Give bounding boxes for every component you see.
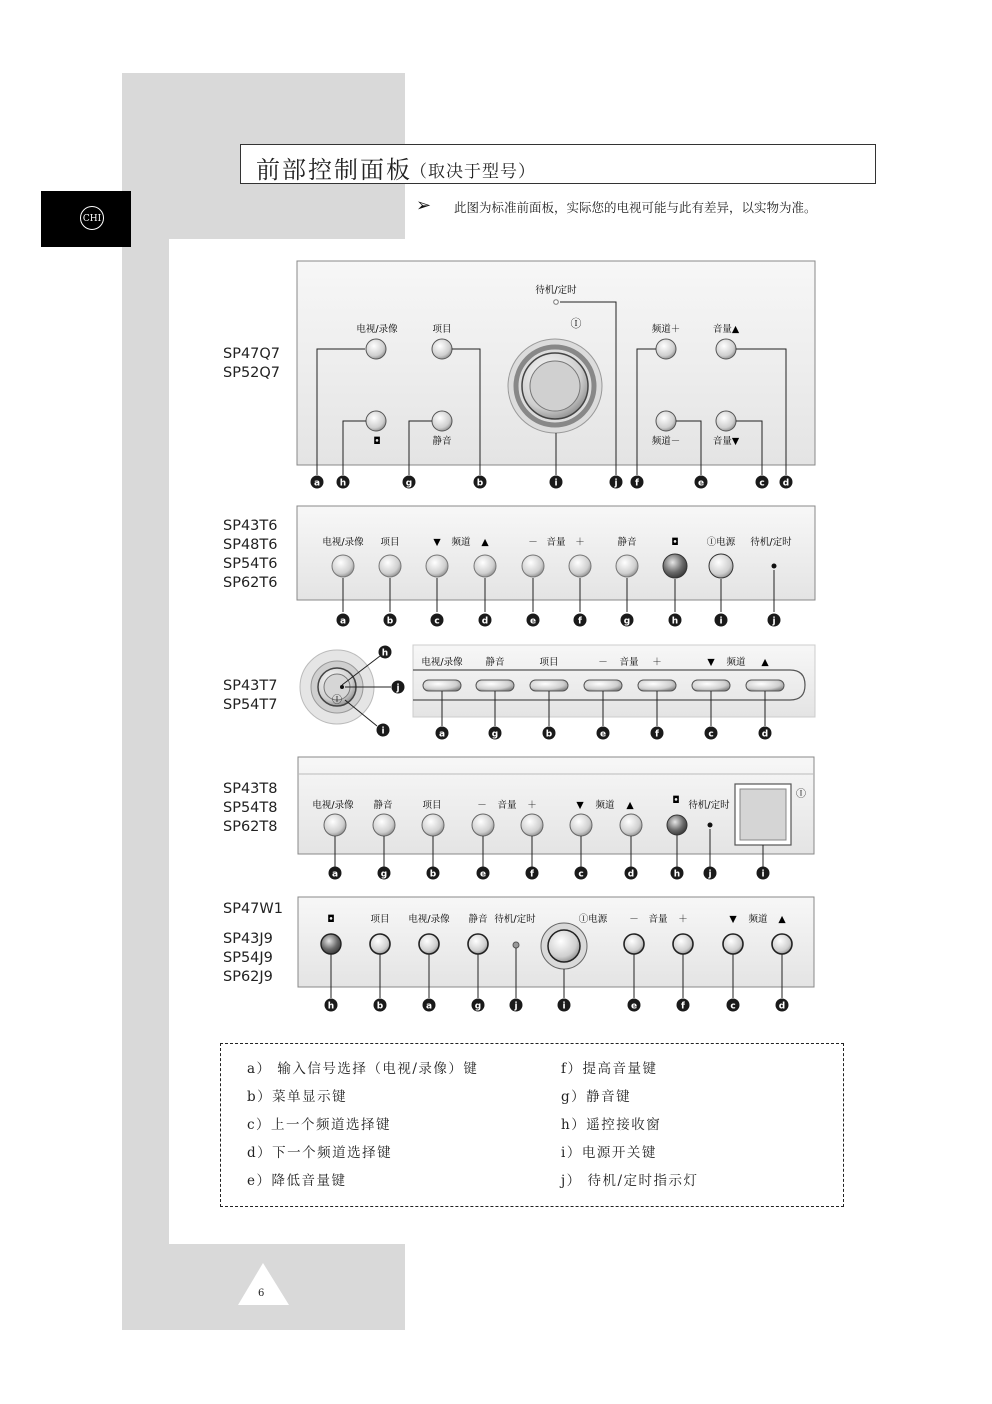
- volume-up-button[interactable]: [638, 680, 676, 691]
- volume-up-button[interactable]: [521, 814, 543, 836]
- callout-badge-g: [403, 476, 416, 489]
- callout-badge-d: [776, 999, 789, 1012]
- callout-badge-letter: j: [396, 683, 400, 694]
- mute-button[interactable]: [432, 411, 452, 431]
- volume-down-button[interactable]: [584, 680, 622, 691]
- callout-badge-letter: c: [730, 1001, 736, 1012]
- standby-led-icon: [772, 564, 777, 569]
- model-name: SP48T6: [223, 537, 278, 553]
- remote-sensor-window: [667, 815, 687, 835]
- tv-video-button[interactable]: [332, 555, 354, 577]
- channel-down-button[interactable]: [656, 411, 676, 431]
- power-button-face: [530, 361, 580, 411]
- channel-down-button[interactable]: [426, 555, 448, 577]
- callout-badge-letter: b: [386, 616, 394, 627]
- tv-video-label: 电视/录像: [421, 657, 463, 668]
- channel-down-arrow-icon: ▼: [707, 657, 715, 668]
- power-button-face: [740, 789, 786, 840]
- model-name: SP52Q7: [223, 365, 281, 381]
- callout-badge-i: [558, 999, 571, 1012]
- remote-sensor-label: ◘: [672, 795, 680, 806]
- model-name: SP62T8: [223, 819, 278, 835]
- volume-up-button[interactable]: [569, 555, 591, 577]
- callout-badge-letter: e: [479, 869, 487, 880]
- callout-badge-letter: g: [623, 616, 631, 627]
- channel-down-arrow-icon: ▼: [729, 914, 737, 925]
- tv-video-label: 电视/录像: [356, 324, 398, 335]
- callout-badge-letter: f: [635, 478, 639, 489]
- callout-badge-f: [574, 614, 587, 627]
- callout-badge-h: [325, 999, 338, 1012]
- note-text: 此图为标准前面板，实际您的电视可能与此有差异，以实物为准。: [454, 200, 817, 215]
- power-button[interactable]: [548, 930, 580, 962]
- callout-badge-letter: d: [761, 729, 769, 740]
- tv-video-button[interactable]: [419, 934, 439, 954]
- callout-badge-b: [474, 476, 487, 489]
- channel-up-arrow-icon: ▲: [778, 914, 786, 925]
- volume-down-button[interactable]: [522, 555, 544, 577]
- channel-label: 频道: [748, 914, 768, 925]
- language-tab-label: CHI: [80, 206, 104, 230]
- callout-badge-f: [651, 727, 664, 740]
- callout-badge-letter: j: [514, 1001, 518, 1012]
- remote-sensor-label: ◘: [373, 436, 381, 447]
- model-name: SP47W1: [223, 901, 283, 917]
- callout-badge-b: [543, 727, 556, 740]
- menu-button[interactable]: [370, 934, 390, 954]
- callout-badge-c: [575, 867, 588, 880]
- callout-badge-d: [780, 476, 793, 489]
- callout-badge-j: [510, 999, 523, 1012]
- callout-badge-e: [527, 614, 540, 627]
- callout-badge-e: [628, 999, 641, 1012]
- mute-button[interactable]: [616, 555, 638, 577]
- callout-badge-letter: h: [673, 869, 681, 880]
- legend-item-f: f）提高音量键: [561, 1061, 658, 1077]
- callout-badge-letter: c: [759, 478, 765, 489]
- legend-item-j: j） 待机/定时指示灯: [561, 1173, 699, 1189]
- mute-button[interactable]: [468, 934, 488, 954]
- channel-down-arrow-icon: ▼: [433, 537, 441, 548]
- callout-badge-c: [756, 476, 769, 489]
- volume-label: 音量: [546, 537, 566, 548]
- callout-badge-letter: e: [697, 478, 705, 489]
- tv-video-label: 电视/录像: [408, 914, 450, 925]
- callout-badge-i: [377, 724, 390, 737]
- volume-label: 音量: [497, 800, 517, 811]
- callout-badge-c: [727, 999, 740, 1012]
- callout-badge-c: [431, 614, 444, 627]
- channel-up-button[interactable]: [474, 555, 496, 577]
- callout-badge-d: [479, 614, 492, 627]
- volume-minus-icon: －: [598, 657, 608, 668]
- channel-down-arrow-icon: ▼: [576, 800, 584, 811]
- power-label: Ⓘ电源: [578, 914, 608, 925]
- tv-video-label: 电视/录像: [322, 537, 364, 548]
- power-label: Ⓘ电源: [706, 537, 736, 548]
- legend-item-h: h）遥控接收窗: [561, 1117, 662, 1133]
- callout-badge-letter: f: [578, 616, 582, 627]
- callout-badge-c: [705, 727, 718, 740]
- menu-button[interactable]: [422, 814, 444, 836]
- callout-badge-letter: g: [380, 869, 388, 880]
- callout-badge-j: [704, 867, 717, 880]
- page-number: 6: [258, 1288, 265, 1299]
- callout-badge-letter: b: [376, 1001, 384, 1012]
- page-title: 前部控制面板: [256, 156, 412, 184]
- callout-badge-f: [631, 476, 644, 489]
- volume-plus-icon: ＋: [652, 657, 662, 668]
- mute-label: 静音: [485, 657, 505, 668]
- callout-badge-letter: a: [339, 616, 347, 627]
- mute-label: 静音: [617, 537, 637, 548]
- callout-badge-letter: d: [627, 869, 635, 880]
- callout-badge-letter: c: [578, 869, 584, 880]
- callout-badge-letter: i: [761, 869, 765, 880]
- callout-badge-letter: j: [772, 616, 776, 627]
- callout-badge-a: [311, 476, 324, 489]
- menu-label: 项目: [370, 914, 390, 925]
- model-name: SP54T8: [223, 800, 278, 816]
- callout-badge-e: [477, 867, 490, 880]
- callout-badge-h: [671, 867, 684, 880]
- volume-up-button[interactable]: [673, 934, 693, 954]
- tv-video-button[interactable]: [366, 339, 386, 359]
- channel-label: 频道: [451, 537, 471, 548]
- standby-led-icon: [340, 685, 344, 689]
- legend-item-e: e）降低音量键: [247, 1173, 347, 1189]
- menu-label: 项目: [539, 657, 559, 668]
- panel-sp43t7: [300, 645, 815, 726]
- menu-label: 项目: [432, 324, 452, 335]
- callout-badge-h: [337, 476, 350, 489]
- menu-label: 项目: [380, 537, 400, 548]
- callout-badge-g: [621, 614, 634, 627]
- callout-badge-letter: h: [327, 1001, 335, 1012]
- menu-button[interactable]: [432, 339, 452, 359]
- callout-badge-letter: b: [429, 869, 437, 880]
- mute-button[interactable]: [476, 680, 514, 691]
- callout-badge-letter: g: [474, 1001, 482, 1012]
- callout-badge-letter: e: [599, 729, 607, 740]
- model-name: SP47Q7: [223, 346, 281, 362]
- callout-badge-g: [378, 867, 391, 880]
- menu-button[interactable]: [379, 555, 401, 577]
- standby-label: 待机/定时: [750, 537, 792, 548]
- callout-badge-letter: j: [708, 869, 712, 880]
- channel-label: 频道: [726, 657, 746, 668]
- model-name: SP54T7: [223, 697, 278, 713]
- callout-badge-e: [695, 476, 708, 489]
- channel-up-button[interactable]: [772, 934, 792, 954]
- callout-badge-d: [625, 867, 638, 880]
- tv-video-button[interactable]: [324, 814, 346, 836]
- callout-badge-letter: d: [481, 616, 489, 627]
- panel-sp43t6: [297, 506, 815, 612]
- remote-sensor-window: [663, 554, 687, 578]
- panel-sp43t8: [298, 757, 814, 867]
- tv-video-button[interactable]: [423, 680, 461, 691]
- legend-item-c: c）上一个频道选择键: [247, 1117, 392, 1133]
- callout-badge-j: [768, 614, 781, 627]
- callout-badge-letter: i: [554, 478, 558, 489]
- channel-up-button[interactable]: [746, 680, 784, 691]
- callout-badge-letter: i: [719, 616, 723, 627]
- volume-down-button[interactable]: [624, 934, 644, 954]
- model-name: SP62T6: [223, 575, 278, 591]
- callout-badge-letter: e: [529, 616, 537, 627]
- volume-up-label: 音量▲: [712, 324, 740, 335]
- callout-badge-letter: b: [476, 478, 484, 489]
- callout-badge-j: [392, 681, 405, 694]
- legend-item-a: a） 输入信号选择（电视/录像）键: [247, 1061, 479, 1077]
- callout-badge-letter: j: [614, 478, 618, 489]
- callout-badge-g: [489, 727, 502, 740]
- callout-badge-letter: c: [708, 729, 714, 740]
- callout-badge-letter: h: [671, 616, 679, 627]
- callout-badge-letter: a: [425, 1001, 433, 1012]
- callout-badge-letter: i: [562, 1001, 566, 1012]
- callout-badge-letter: g: [405, 478, 413, 489]
- volume-down-button[interactable]: [472, 814, 494, 836]
- volume-plus-icon: ＋: [678, 914, 688, 925]
- channel-down-button[interactable]: [692, 680, 730, 691]
- callout-badge-letter: a: [438, 729, 446, 740]
- standby-led-icon: [513, 942, 519, 948]
- volume-label: 音量: [648, 914, 668, 925]
- mute-label: 静音: [373, 800, 393, 811]
- callout-badge-letter: g: [491, 729, 499, 740]
- model-name: SP43T8: [223, 781, 278, 797]
- standby-label: 待机/定时: [494, 914, 536, 925]
- channel-up-label: 频道＋: [651, 324, 681, 335]
- mute-label: 静音: [468, 914, 488, 925]
- callout-badge-a: [423, 999, 436, 1012]
- model-name: SP43J9: [223, 931, 273, 947]
- model-name: SP43T7: [223, 678, 278, 694]
- volume-up-button[interactable]: [716, 339, 736, 359]
- callout-badge-i: [715, 614, 728, 627]
- callout-badge-letter: h: [381, 648, 389, 659]
- callout-badge-e: [597, 727, 610, 740]
- legend-item-i: i）电源开关键: [561, 1145, 657, 1161]
- model-name: SP43T6: [223, 518, 278, 534]
- volume-minus-icon: －: [528, 537, 538, 548]
- channel-up-button[interactable]: [620, 814, 642, 836]
- model-name: SP62J9: [223, 969, 273, 985]
- callout-badge-j: [610, 476, 623, 489]
- callout-badge-letter: h: [339, 478, 347, 489]
- remote-sensor-window: [321, 934, 341, 954]
- callout-badge-d: [759, 727, 772, 740]
- panel-sp47q7: [297, 261, 815, 475]
- channel-down-button[interactable]: [723, 934, 743, 954]
- callout-badge-a: [329, 867, 342, 880]
- channel-up-arrow-icon: ▲: [481, 537, 489, 548]
- legend-item-g: g）静音键: [561, 1089, 632, 1105]
- callout-badge-i: [550, 476, 563, 489]
- callout-badge-b: [427, 867, 440, 880]
- callout-badge-letter: c: [434, 616, 440, 627]
- volume-label: 音量: [619, 657, 639, 668]
- legend-item-b: b）菜单显示键: [247, 1089, 348, 1105]
- note-arrow-icon: ➢: [416, 195, 432, 216]
- callout-badge-f: [526, 867, 539, 880]
- channel-down-button[interactable]: [570, 814, 592, 836]
- remote-sensor-label: ◘: [671, 537, 679, 548]
- callout-badge-i: [757, 867, 770, 880]
- callout-badge-letter: d: [782, 478, 790, 489]
- callout-badge-b: [374, 999, 387, 1012]
- callout-badge-letter: f: [681, 1001, 685, 1012]
- channel-up-button[interactable]: [656, 339, 676, 359]
- power-button[interactable]: [709, 554, 733, 578]
- menu-button[interactable]: [530, 680, 568, 691]
- callout-badge-f: [677, 999, 690, 1012]
- volume-down-label: 音量▼: [712, 436, 740, 447]
- callout-badge-letter: e: [630, 1001, 638, 1012]
- remote-sensor-label: ◘: [327, 914, 335, 925]
- callout-badge-letter: b: [545, 729, 553, 740]
- volume-minus-icon: －: [629, 914, 639, 925]
- menu-label: 项目: [422, 800, 442, 811]
- mute-label: 静音: [432, 436, 452, 447]
- callout-badge-a: [337, 614, 350, 627]
- volume-minus-icon: －: [477, 800, 487, 811]
- volume-plus-icon: ＋: [575, 537, 585, 548]
- mute-button[interactable]: [373, 814, 395, 836]
- callout-badge-letter: i: [381, 726, 385, 737]
- channel-up-arrow-icon: ▲: [626, 800, 634, 811]
- legend-item-d: d）下一个频道选择键: [247, 1145, 393, 1161]
- callout-badge-letter: f: [655, 729, 659, 740]
- callout-badge-letter: d: [778, 1001, 786, 1012]
- standby-led-icon: [708, 823, 713, 828]
- power-symbol-icon: Ⓘ: [332, 695, 342, 706]
- model-name: SP54T6: [223, 556, 278, 572]
- callout-badge-a: [436, 727, 449, 740]
- callout-badge-h: [669, 614, 682, 627]
- volume-down-button[interactable]: [716, 411, 736, 431]
- callout-badge-h: [379, 646, 392, 659]
- channel-down-label: 频道－: [651, 436, 681, 447]
- callout-badge-letter: a: [313, 478, 321, 489]
- callout-badge-letter: a: [331, 869, 339, 880]
- channel-label: 频道: [595, 800, 615, 811]
- standby-label: 待机/定时: [535, 285, 577, 296]
- standby-label: 待机/定时: [688, 800, 730, 811]
- channel-up-arrow-icon: ▲: [761, 657, 769, 668]
- callout-badge-b: [384, 614, 397, 627]
- volume-plus-icon: ＋: [527, 800, 537, 811]
- page-subtitle: （取决于型号）: [410, 162, 536, 182]
- remote-sensor-window: [366, 411, 386, 431]
- callout-badge-letter: f: [530, 869, 534, 880]
- power-symbol-icon: Ⓘ: [570, 317, 582, 330]
- panel-sp47w1: [298, 897, 814, 998]
- tv-video-label: 电视/录像: [312, 800, 354, 811]
- standby-led-icon: [554, 300, 559, 305]
- power-symbol-icon: Ⓘ: [796, 789, 806, 800]
- model-name: SP54J9: [223, 950, 273, 966]
- callout-badge-g: [472, 999, 485, 1012]
